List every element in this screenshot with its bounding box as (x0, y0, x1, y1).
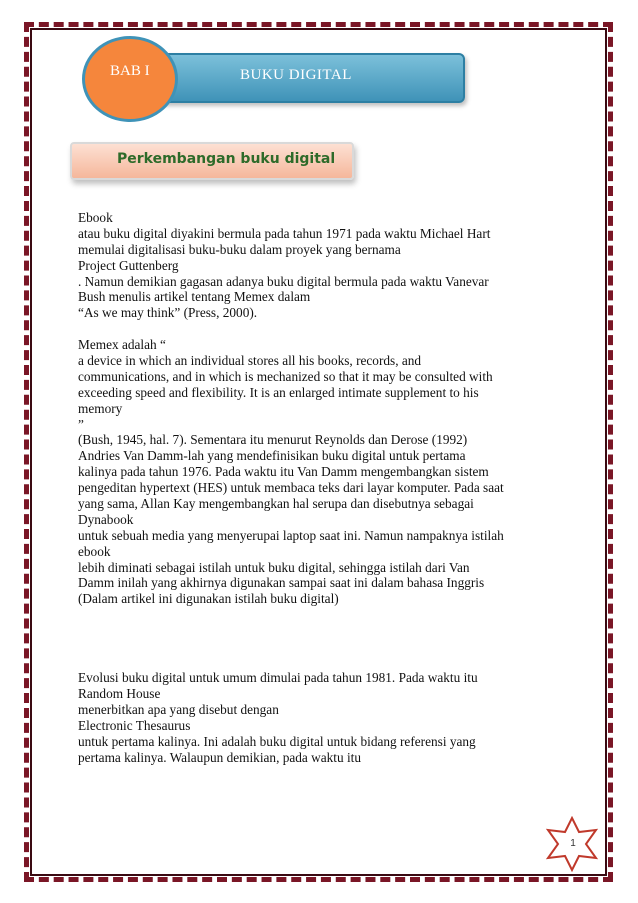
text-line: pertama kalinya. Walaupun demikian, pada waktu itu (78, 749, 361, 765)
text-line: lebih diminati sebagai istilah untuk buku digital, sehingga istilah dari Van (78, 559, 470, 575)
text-line: Project Guttenberg (78, 257, 179, 273)
section-heading: Perkembangan buku digital (117, 151, 336, 167)
text-line: atau buku digital diyakini bermula pada tahun 1971 pada waktu Michael Hart (78, 225, 491, 241)
text-line: Random House (78, 686, 161, 702)
paragraph-2 (78, 337, 568, 607)
chapter-label: BAB I (110, 63, 150, 79)
text-line: Bush menulis artikel tentang Memex dalam (78, 289, 311, 305)
text-line: Electronic Thesaurus (78, 717, 191, 733)
text-line: (Bush, 1945, hal. 7). Sementara itu menurut Reynolds dan Derose (1992) (78, 432, 468, 448)
article-body (78, 210, 568, 766)
text-line: Dynabook (78, 511, 134, 527)
text-line: Damm inilah yang akhirnya digunakan sampai saat ini dalam bahasa Inggris (78, 575, 485, 591)
spacer (78, 607, 568, 670)
text-line: yang sama, Allan Kay mengembangkan hal serupa dan disebutnya sebagai (78, 496, 474, 512)
page-number: 1 (570, 838, 576, 849)
text-line: memulai digitalisasi buku-buku dalam proyek yang bernama (78, 241, 401, 257)
text-line: menerbitkan apa yang disebut dengan (78, 702, 279, 718)
text-line: pengeditan hypertext (HES) untuk membaca teks dari layar komputer. Pada saat (78, 480, 504, 496)
text-line: exceeding speed and flexibility. It is an enlarged intimate supplement to his (78, 384, 479, 400)
text-line: . Namun demikian gagasan adanya buku digital bermula pada waktu Vanevar (78, 273, 489, 289)
text-line: untuk sebuah media yang menyerupai laptop saat ini. Namun nampaknya istilah (78, 527, 504, 543)
text-line: memory (78, 400, 123, 416)
text-line: Ebook (78, 210, 113, 225)
text-line: Memex adalah “ (78, 337, 166, 353)
paragraph-3 (78, 670, 568, 765)
text-line: untuk pertama kalinya. Ini adalah buku digital untuk bidang referensi yang (78, 733, 476, 749)
text-line: communications, and in which is mechanized so that it may be consulted with (78, 368, 493, 384)
text-line: ” (78, 416, 84, 432)
spacer (78, 321, 568, 337)
text-line: ebook (78, 543, 111, 559)
text-line: a device in which an individual stores all his books, records, and (78, 353, 422, 369)
text-line: kalinya pada tahun 1976. Pada waktu itu Van Damm mengembangkan sistem (78, 464, 489, 480)
text-line: Evolusi buku digital untuk umum dimulai pada tahun 1981. Pada waktu itu (78, 670, 478, 686)
chapter-title: BUKU DIGITAL (240, 67, 352, 83)
paragraph-1 (78, 210, 568, 321)
text-line: (Dalam artikel ini digunakan istilah buku digital) (78, 591, 339, 607)
text-line: Andries Van Damm-lah yang mendefinisikan buku digital untuk pertama (78, 448, 466, 464)
text-line: “As we may think” (Press, 2000). (78, 305, 258, 321)
